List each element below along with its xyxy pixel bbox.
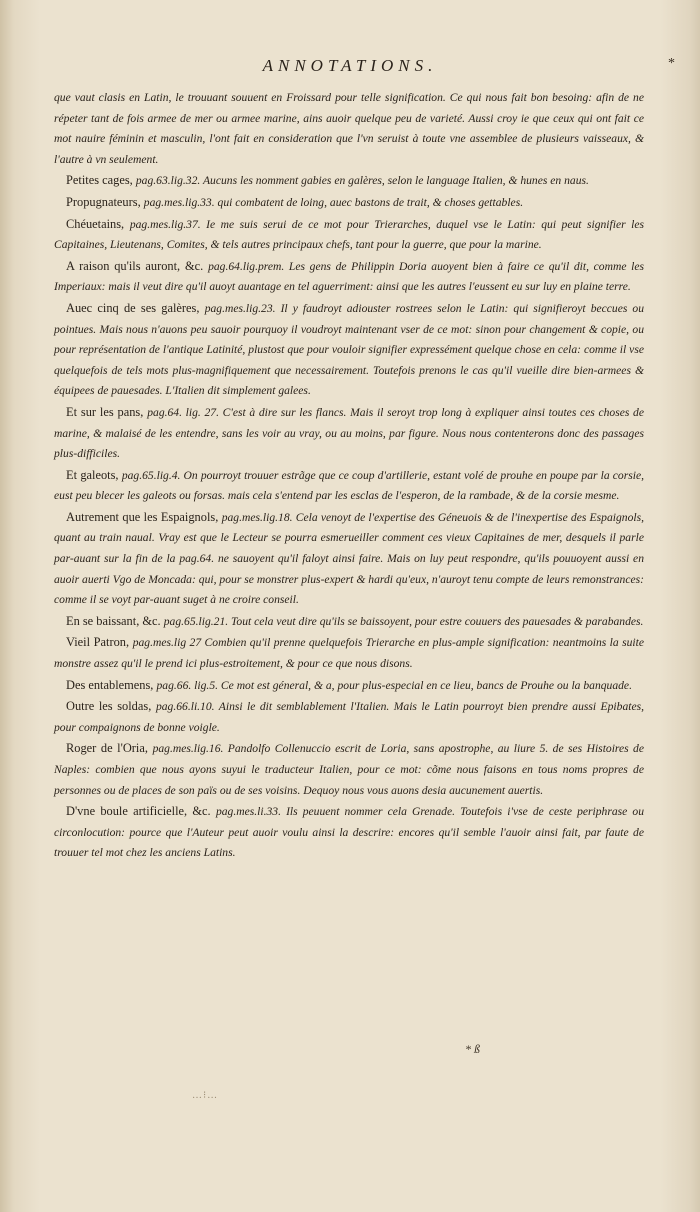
paragraph: que vaut clasis en Latin, le trouuant souuent en Froissard pour telle signification. Ce qui nous fait bon besoing: afin de ne répeter tant de fois armee de mer ou armee marine, ains auoir quelque peu de varieté. Aussi croy ie que ceux qui ont fait ce mot nauire féminin et masculin, l'ont fait en consideration que l'vn seruist à toute vne assemblee de plusieurs vaisseaux, & l'autre à vn seulement.	[54, 91, 644, 166]
paragraph: Et galeots, pag.65.lig.4. On pourroyt trouuer estrãge que ce coup d'artillerie, estant volé de prouhe en poupe par la corsie, eust peu blecer les galeots ou forsas. mais cela s'entend par les esclas de l'esperon, de la rambade, & de la corsie mesme.	[54, 467, 645, 503]
paragraph: En se baissant, &c. pag.65.lig.21. Tout cela veut dire qu'ils se baissoyent, pour estre couuers des pauesades & parabandes.	[66, 613, 644, 628]
paragraph: Autrement que les Espaignols, pag.mes.lig.18. Cela venoyt de l'expertise des Géneuois & de l'inexpertise des Espaignols, quant au train naual. Vray est que le Lecteur se pourra esmerueiller comment ces vieux Capitaines de mer, desquels il parle par-auant sur la fin de la pag.64. ne sauoyent qu'il faloyt ainsi faire. Mais on luy peut respondre, qu'ils pouuoyent aussi en auoir auerti Vgo de Moncada: qui, pour se monstrer plus-expert & hardi qu'eux, n'auroyt tenu compte de leurs remonstrances: comme il se voyt par-auant suget à ne croire conseil.	[54, 509, 644, 607]
running-head: ANNOTATIONS.	[262, 56, 438, 75]
paragraph: Et sur les pans, pag.64. lig. 27. C'est à dire sur les flancs. Mais il seroyt trop long à expliquer ainsi toutes ces choses de marine, & malaisé de les entendre, sans les voir au vray, ou au moins, par figure. Nous nous contenterons donc des passages plus-difficiles.	[54, 404, 644, 461]
paragraph: Outre les soldas, pag.66.li.10. Ainsi le dit semblablement l'Italien. Mais le Latin pourroyt bien prendre aussi Epibates, pour compaignons de bonne voigle.	[54, 699, 645, 734]
paragraph: D'vne boule artificielle, &c. pag.mes.li.33. Ils peuuent nommer cela Grenade. Toutefois i'vse de ceste periphrase ou circonlocution: pource que l'Auteur peut auoir voulu ainsi la descrire: encores qu'il semble l'auoir ainsi fait, par faute de trouuer tel mot chez les anciens Latins.	[54, 804, 644, 860]
paragraph: A raison qu'ils auront, &c. pag.64.lig.prem. Les gens de Philippin Doria auoyent bien à faire ce qu'il dit, comme les Imperiaux: mais il veut dire qu'il auoyt auantage en tel aguerriment: ainsi que les autres l'eussent eu sur luy en plaine terre.	[54, 258, 645, 294]
catchword-mark: * ß	[465, 1042, 480, 1056]
paragraph: Petites cages, pag.63.lig.32. Aucuns les nomment gabies en galères, selon le language Italien, & hunes en naus.	[66, 173, 589, 188]
annotations-body	[54, 88, 644, 864]
ink-blot: …⁝…	[192, 1090, 219, 1101]
paragraph: Vieil Patron, pag.mes.lig 27 Combien qu'il prenne quelquefois Trierarche en plus-ample signification: neantmoins la suite monstre assez qu'il le prend ici plus-estroitement, & pour ce que nous disons.	[54, 635, 644, 671]
paragraph: Auec cinq de ses galères, pag.mes.lig.23. Il y faudroyt adiouster rostrees selon le Latin: qui signifieroyt beccues ou pointues. Mais nous n'auons peu sauoir pourquoy il voudroyt maintenant vser de ce mot: sinon pour changement & copie, ou pour représentation de l'antique Latinité, plustost que pour vouloir signifier expressément quelque chose en cela: comme il vse quelquefois de tels mots plus-magnifiquement que necessairement. Toutefois prenons le cas qu'il vueille dire bien-armees & équipees de pauesades. L'Italien dit simplement galees.	[54, 300, 645, 398]
paragraph: Des entablemens, pag.66. lig.5. Ce mot est géneral, & a, pour plus-especial en ce lieu, bancs de Prouhe ou la banquade.	[66, 677, 632, 692]
paragraph: Chéuetains, pag.mes.lig.37. Ie me suis serui de ce mot pour Trierarches, duquel vse le Latin: qui peut signifier les Capitaines, Lieutenans, Comites, & tels autres principaux chefs, tant pour la guerre, que pour la marine.	[54, 216, 644, 252]
corner-mark: *	[668, 56, 675, 71]
paragraph: Propugnateurs, pag.mes.lig.33. qui combatent de loing, auec bastons de trait, & choses gettables.	[66, 194, 524, 209]
paragraph: Roger de l'Oria, pag.mes.lig.16. Pandolfo Collenuccio escrit de Loria, sans apostrophe, au liure 5. de ses Histoires de Naples: combien que nous ayons suyui le traducteur Italien, pour ce mot: cõme nous faisons en tous noms propres de personnes ou de places de son païs ou de ses voisins. Dequoy nous vous auons desia aucunement auertis.	[54, 741, 645, 797]
